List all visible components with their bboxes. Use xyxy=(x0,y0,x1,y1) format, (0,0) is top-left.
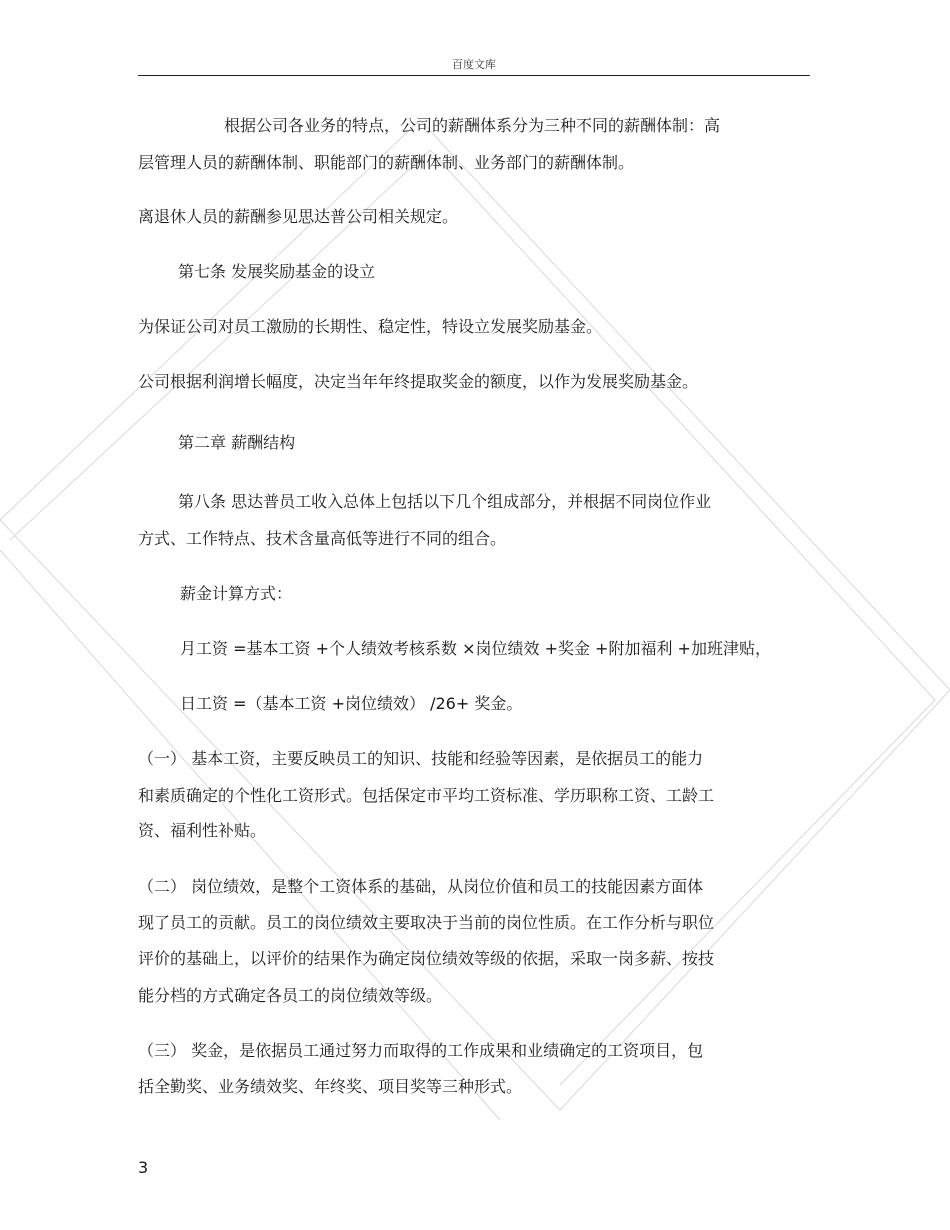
salary-calc-heading: 薪金计算方式： xyxy=(180,584,293,603)
article-seven-heading: 第七条 发展奖励基金的设立 xyxy=(178,262,376,281)
daily-salary-formula: 日工资 =（基本工资 +岗位绩效） /26+ 奖金。 xyxy=(180,694,523,713)
paragraph-retirees: 离退休人员的薪酬参见思达普公司相关规定。 xyxy=(138,207,459,226)
article-eight-line1: 第八条 思达普员工收入总体上包括以下几个组成部分，并根据不同岗位作业 xyxy=(178,492,712,511)
header-divider xyxy=(138,75,810,76)
article-eight-line2: 方式、工作特点、技术含量高低等进行不同的组合。 xyxy=(138,529,507,548)
bonus-line2: 括全勤奖、业务绩效奖、年终奖、项目奖等三种形式。 xyxy=(138,1077,523,1096)
position-pay-line4: 能分档的方式确定各员工的岗位绩效等级。 xyxy=(138,986,443,1005)
position-pay-line2: 现了员工的贡献。员工的岗位绩效主要取决于当前的岗位性质。在工作分析与职位 xyxy=(138,913,715,932)
base-salary-line1: （一） 基本工资，主要反映员工的知识、技能和经验等因素，是依据员工的能力 xyxy=(138,749,704,768)
paragraph-fund-source: 公司根据利润增长幅度，决定当年年终提取奖金的额度，以作为发展奖励基金。 xyxy=(138,372,699,391)
position-pay-line3: 评价的基础上，以评价的结果作为确定岗位绩效等级的依据，采取一岗多薪、按技 xyxy=(138,949,715,968)
base-salary-line3: 资、福利性补贴。 xyxy=(138,821,267,840)
position-pay-line1: （二） 岗位绩效，是整个工资体系的基础，从岗位价值和员工的技能因素方面体 xyxy=(138,877,704,896)
bonus-line1: （三） 奖金，是依据员工通过努力而取得的工作成果和业绩确定的工资项目，包 xyxy=(138,1041,704,1060)
paragraph-salary-system-line2: 层管理人员的薪酬体制、职能部门的薪酬体制、业务部门的薪酬体制。 xyxy=(138,153,635,172)
chapter-two-heading: 第二章 薪酬结构 xyxy=(178,433,296,452)
page-number: 3 xyxy=(138,1158,149,1177)
base-salary-line2: 和素质确定的个性化工资形式。包括保定市平均工资标准、学历职称工资、工龄工 xyxy=(138,786,715,805)
paragraph-fund-purpose: 为保证公司对员工激励的长期性、稳定性，特设立发展奖励基金。 xyxy=(138,317,603,336)
paragraph-salary-system-line1: 根据公司各业务的特点，公司的薪酬体系分为三种不同的薪酬体制：高 xyxy=(224,116,721,135)
monthly-salary-formula: 月工资 =基本工资 +个人绩效考核系数 ×岗位绩效 +奖金 +附加福利 +加班津贴， xyxy=(180,639,771,658)
page-header: 百度文库 xyxy=(452,58,496,71)
